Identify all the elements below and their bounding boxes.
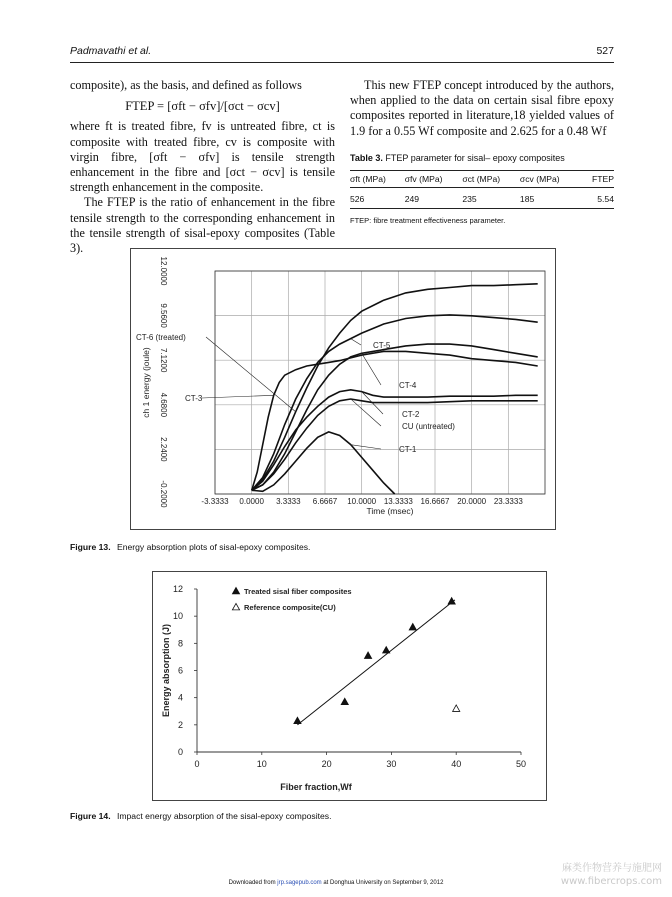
- header-author: Padmavathi et al.: [70, 45, 152, 57]
- y-tick-label: 7.1200: [159, 347, 168, 373]
- table-cell: 5.54: [580, 188, 614, 209]
- running-header: [70, 45, 614, 57]
- right-column: [350, 78, 614, 139]
- legend-marker: [232, 603, 239, 609]
- plot-area: [215, 271, 545, 494]
- y-tick-label: 4.6800: [159, 392, 168, 418]
- series-leader-line: [362, 353, 381, 385]
- figure-13-frame: [130, 248, 556, 530]
- watermark-line: www.fibercrops.com: [560, 876, 662, 887]
- y-tick-label: 10: [172, 611, 183, 622]
- footer-prefix: Downloaded from: [228, 880, 276, 886]
- series-label: CT-2: [402, 410, 420, 419]
- table-header-cell: σct (MPa): [462, 171, 520, 188]
- y-tick-label: 2: [177, 719, 183, 730]
- x-tick-label: 20.0000: [457, 497, 487, 506]
- series-line: [252, 351, 538, 490]
- legend-marker: [232, 587, 239, 593]
- y-tick-label: 12: [172, 584, 183, 594]
- x-tick-label: 50: [515, 759, 527, 769]
- trend-line: [297, 600, 454, 725]
- x-tick-label: 23.3333: [493, 497, 523, 506]
- table-header-cell: FTEP: [580, 171, 614, 188]
- x-tick-label: 30: [386, 759, 397, 769]
- watermark-line: 麻类作物营养与施肥网: [562, 863, 662, 874]
- paragraph: This new FTEP concept introduced by the authors, when applied to the data on certain sisal fibre epoxy composites reported in literature,18 yielded values of 1.9 for a 0.55 Wf composite and 2.625 for a 0.48 Wf: [350, 78, 614, 138]
- x-tick-label: 16.6667: [420, 497, 450, 506]
- table-footnote: FTEP: fibre treatment effectiveness parameter.: [350, 216, 506, 225]
- y-axis-label: Energy absorption (J): [161, 623, 171, 718]
- footer-link[interactable]: jrp.sagepub.com: [277, 880, 322, 886]
- y-tick-label: 0: [177, 747, 183, 757]
- series-label: CU (untreated): [402, 422, 455, 431]
- y-axis-label: ch 1 energy (joule): [141, 347, 151, 418]
- y-tick-label: 2.2400: [159, 437, 168, 462]
- table-header-cell: σcv (MPa): [520, 171, 581, 188]
- series-leader-line: [206, 337, 296, 412]
- series-label: CT-5: [373, 341, 391, 350]
- figure-13-caption: [70, 542, 310, 552]
- series-line: [252, 284, 538, 491]
- figure-label: Figure 14.: [70, 811, 111, 821]
- footer-suffix: at Donghua University on September 9, 2012: [323, 880, 444, 886]
- header-rule: [70, 62, 614, 63]
- table-label: Table 3.: [350, 153, 383, 163]
- y-tick-label: 6: [177, 665, 183, 676]
- x-tick-label: 3.3333: [276, 497, 301, 506]
- series-leader-line: [202, 395, 274, 398]
- x-tick-label: 13.3333: [383, 497, 413, 506]
- data-point: [294, 717, 301, 723]
- y-tick-label: 12.0000: [159, 256, 168, 286]
- table-header-row: [350, 171, 614, 188]
- data-point: [364, 652, 371, 658]
- figure-14-frame: [152, 571, 547, 801]
- data-point: [409, 623, 416, 629]
- table-header-cell: σfv (MPa): [405, 171, 463, 188]
- table-caption: FTEP parameter for sisal– epoxy composites: [385, 153, 565, 163]
- x-tick-label: 10: [256, 759, 267, 769]
- table-cell: 526: [350, 188, 405, 209]
- left-column: [70, 78, 335, 256]
- data-point: [383, 647, 390, 653]
- energy-time-chart: [131, 249, 555, 529]
- y-tick-label: 9.5600: [159, 303, 168, 328]
- series-label: CT-3: [185, 394, 203, 403]
- x-tick-label: 10.0000: [347, 497, 377, 506]
- legend-label: Treated sisal fiber composites: [244, 587, 352, 596]
- x-axis-label: Fiber fraction,Wf: [280, 782, 352, 792]
- series-label: CT-4: [399, 381, 417, 390]
- series-leader-line: [351, 445, 381, 449]
- y-tick-label: 8: [177, 638, 183, 649]
- x-tick-label: 6.6667: [312, 497, 338, 506]
- paragraph: where ft is treated fibre, fv is untreated fibre, ct is composite with treated fibre, cv is composite with virgin fibre, [σft − σfv] is tensile strength enhancement in the fibre and [σct − σcv] is tensile strength enhancement in the composite.: [70, 119, 335, 195]
- table-cell: 185: [520, 188, 581, 209]
- figure-caption-text: Impact energy absorption of the sisal-epoxy composites.: [116, 811, 332, 821]
- equation: FTEP = [σft − σfv]/[σct − σcv]: [125, 99, 280, 114]
- x-tick-label: 0.0000: [239, 497, 264, 506]
- paragraph: The FTEP is the ratio of enhancement in the fibre tensile strength to the corresponding enhancement in the tensile strength of sisal-epoxy composites (Table 3).: [70, 195, 335, 256]
- paragraph: composite), as the basis, and defined as follows: [70, 78, 302, 92]
- series-line: [252, 344, 538, 490]
- data-point: [453, 705, 460, 711]
- page-number: 527: [596, 45, 614, 57]
- data-point: [341, 698, 348, 704]
- x-tick-label: 0: [194, 759, 200, 769]
- figure-label: Figure 13.: [70, 542, 111, 552]
- figure-caption-text: Energy absorption plots of sisal-epoxy composites.: [116, 542, 311, 552]
- table-3: [350, 170, 614, 209]
- watermark: [561, 862, 662, 888]
- figure-14-caption: [70, 811, 331, 821]
- series-leader-line: [351, 339, 361, 345]
- series-label: CT-6 (treated): [136, 333, 186, 342]
- x-axis-label: Time (msec): [366, 506, 414, 516]
- series-label: CT-1: [399, 445, 417, 454]
- legend-label: Reference composite(CU): [244, 603, 336, 612]
- y-tick-label: 4: [177, 692, 183, 703]
- x-tick-label: -3.3333: [201, 497, 229, 506]
- x-tick-label: 20: [321, 759, 332, 769]
- table-cell: 235: [462, 188, 520, 209]
- y-tick-label: -0.2000: [159, 480, 168, 508]
- energy-fraction-chart: [153, 572, 546, 800]
- table-cell: 249: [405, 188, 463, 209]
- table-header-cell: σft (MPa): [350, 171, 405, 188]
- table-row: [350, 188, 614, 209]
- table-title: [350, 153, 565, 163]
- x-tick-label: 40: [451, 759, 462, 769]
